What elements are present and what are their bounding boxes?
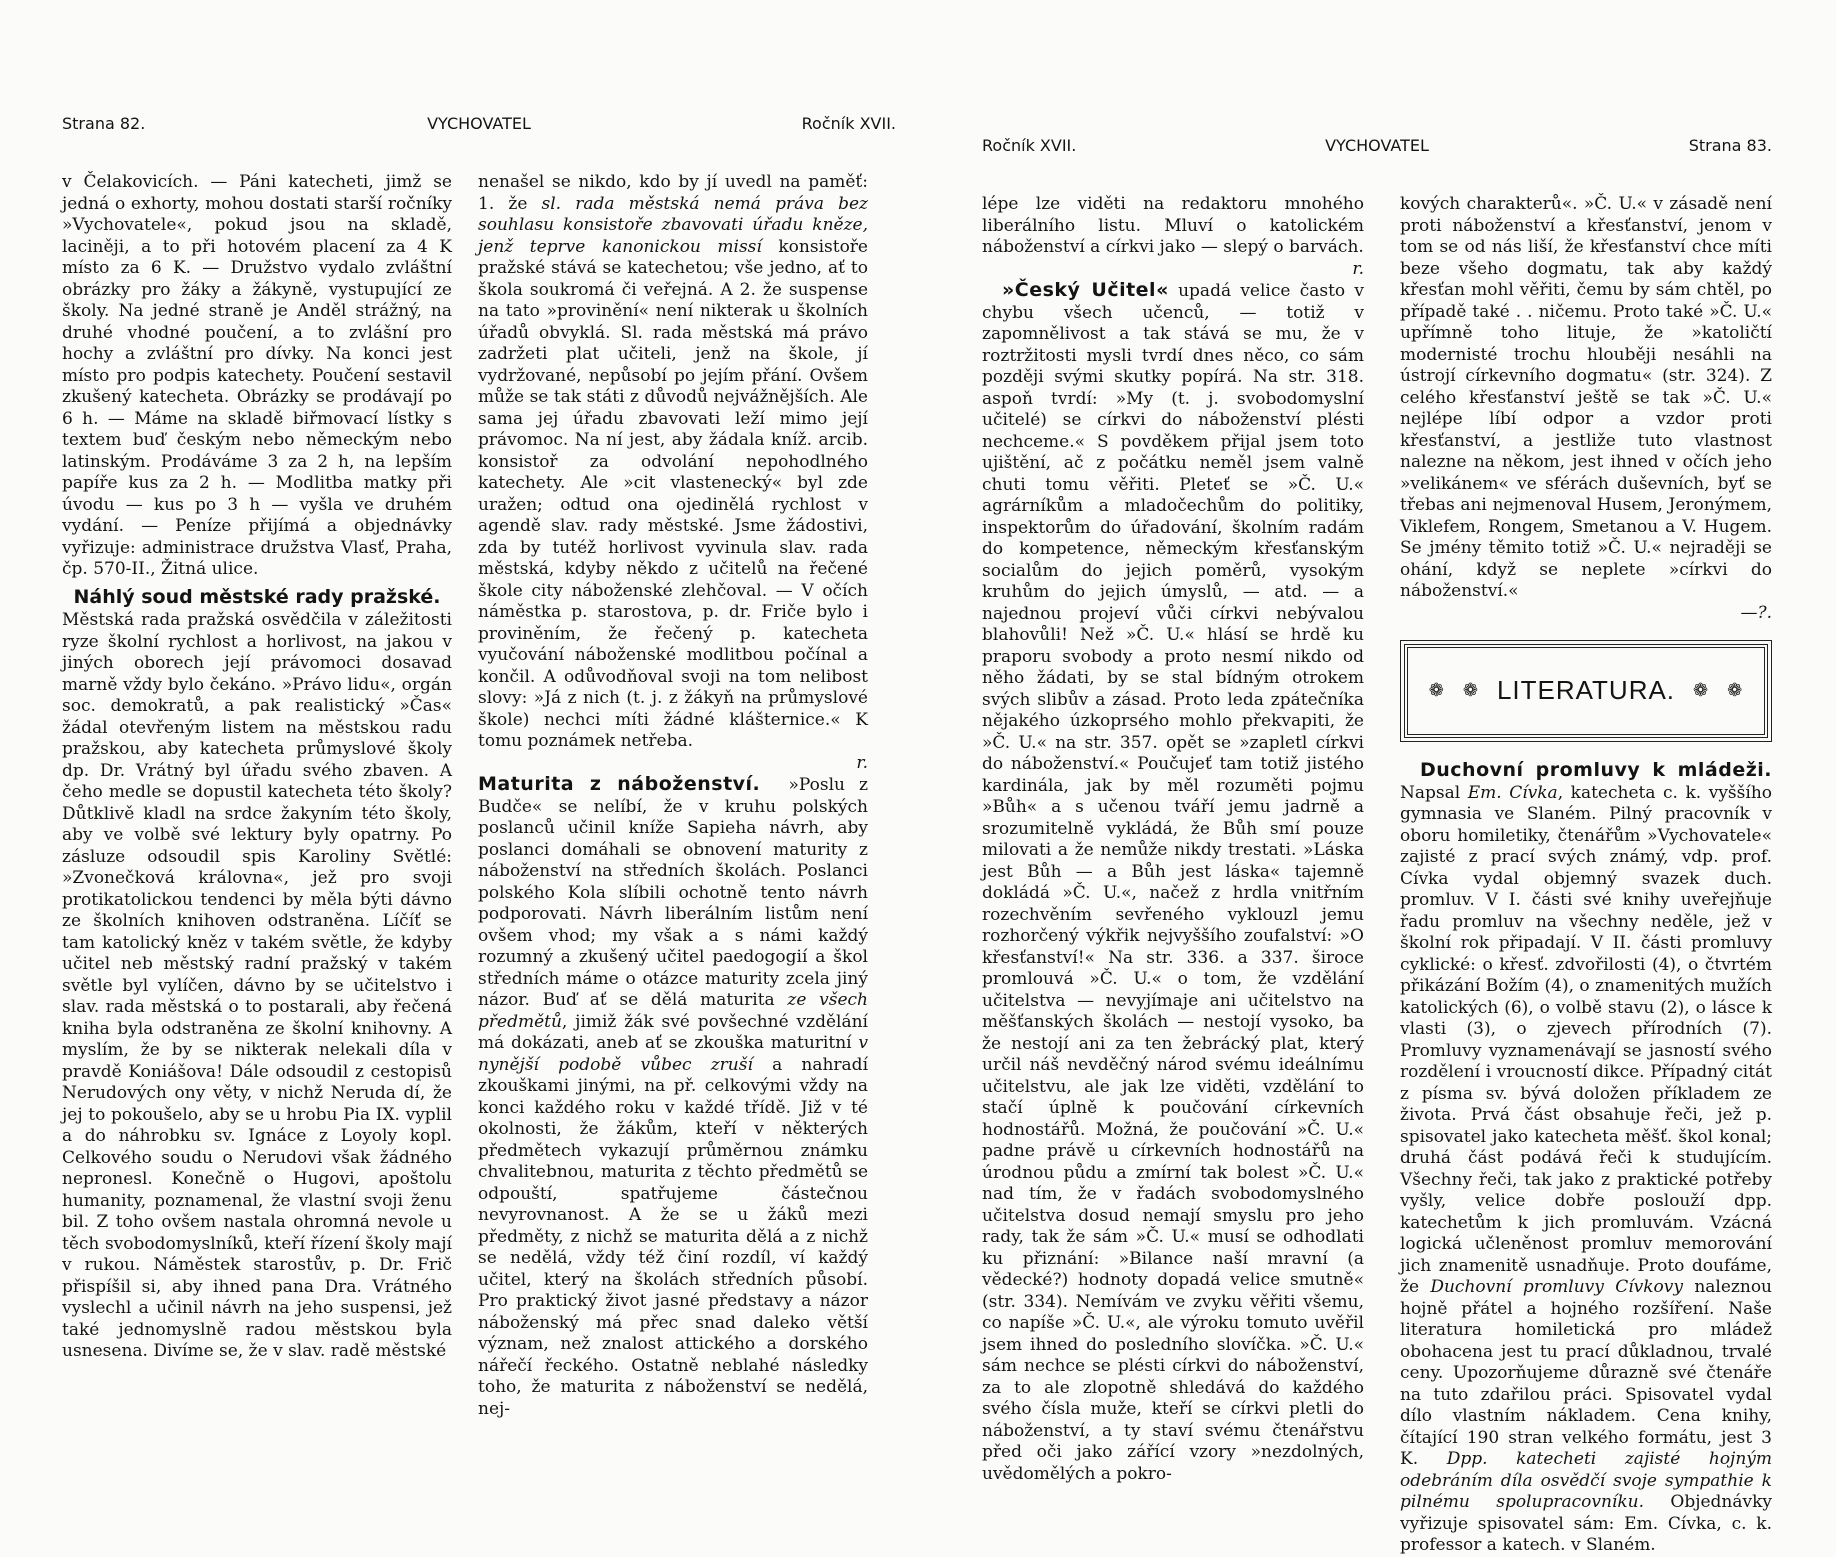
- heading-duchovni-promluvy: Duchovní promluvy k mládeži.: [1420, 759, 1772, 781]
- ornament-icon: ❁: [1462, 680, 1479, 701]
- paragraph-duchovni-promluvy: [1400, 760, 1772, 1557]
- journal-title-right: VYCHOVATEL: [1325, 136, 1429, 155]
- text-run: Napsal: [1400, 782, 1468, 803]
- signature-r: r.: [856, 752, 868, 773]
- signature-r: r.: [1352, 258, 1364, 279]
- italic-run: v nynější podobě vůbec zruší: [478, 1033, 868, 1075]
- right-page: [960, 0, 1836, 1555]
- volume-right: Ročník XVII.: [982, 136, 1077, 155]
- paragraph-cesky-ucitel: [982, 280, 1364, 1485]
- text-run: konsistoře pražské stává se katechetou; vše jedno, ať to škola soukromá či veřejná. A 2. že suspense na tato »provinění« není nikterak u školních úřadů obvyklá. Sl. rada městská má právo zadržeti plat učiteli, jenž na škole, jí vydržované, nepůsobí po jejím přání. Ovšem může se tak státi z důvodů nejvážnějších. Ale sama jej úřadu zbavovati leží mimo její právomoc. Na ní jest, aby žádala kníž. arcib. konsistoř za odvolání nepohodlného katechety. Ale »cit vlastenecký« byl zde uražen; odtud ona ojedinělá rychlost v agendě slav. rady městské. Jsme žádostivi, zda by tutéž horlivost vyvinula slav. rada městská, kdyby někdo z učitelů na řečené škole city náboženské zlehčoval. — V očích náměstka p. starostova, p. dr. Friče bylo i proviněním, že řečený p. katecheta vyučování náboženské modlitbou počínal a končil. A odůvodňoval svoji na tom nelibost slovy: »Já z nich (t. j. z žákyň na průmyslové škole) nechci míti žádné klášternice.« K tomu poznámek netřeba.: [478, 236, 868, 751]
- page-number-right: Strana 83.: [1688, 136, 1772, 155]
- paragraph-celakovice: v Čelakovicích. — Páni katecheti, jimž se jedná o exhorty, mohou dostati starší ročníky »Vychovatele«, pokud jsou na skladě, laciněji, a to při hotovém placení za 4 K místo za 6 K. — Družstvo vydalo zvláštní obrázky pro žáky a žákyně, vystupující ze školy. Na jedné straně je Anděl strážný, na druhé vhodné poučení, a to zvlášní pro hochy a zvláštní pro dívky. Na konci jest místo pro podpis katechety. Poučení sestavil zkušený katecheta. Obrázky se prodávají po 6 h. — Máme na skladě biřmovací lístky s textem buď českým nebo německým nebo latinským. Prodáváme 3 za 2 h, na lepším papíře kus za 2 h. — Modlitba matky při úvodu — kus po 3 h — vyšla ve druhém vydání. — Peníze přijímá a objednávky vyřizuje: administrace družstva Vlasť, Praha, čp. 570-II., Žitná ulice.: [62, 172, 452, 579]
- italic-run: sl. rada městská nemá práva bez souhlasu konsistoře zbavovati úřadu kněze, jenž teprve kanonickou missí: [478, 193, 868, 257]
- text-run: , jimiž žák své povšechné vzdělání má dokázati, aneb ať se zkouška maturitní: [478, 1011, 868, 1053]
- heading-cesky-ucitel: »Český Učitel«: [1002, 279, 1169, 301]
- left-running-head: [62, 114, 896, 140]
- right-running-head: [982, 136, 1772, 162]
- text-run: naleznou hojně přátel a hojného rozšíření. Naše literatura homiletická pro mládež obohacena jest tu prací důkladnou, trvalé ceny. Upozorňujeme důrazně své čtenáře na tuto zdařilou práci. Spisovatel vydal dílo vlastním nákladem. Cena knihy, čítající 190 stran velkého formátu, jest 3 K.: [1400, 1277, 1773, 1469]
- volume-left: Ročník XVII.: [801, 114, 896, 133]
- literatura-box: [1404, 644, 1768, 738]
- paragraph-maturita: [478, 774, 868, 1420]
- column-2: [478, 172, 868, 1462]
- paragraph-nahly-soud: Městská rada pražská osvědčila v záležitosti ryze školní rychlost a horlivost, na jakou v jiných oborech její právomoci dosavad marně vždy bylo čekáno. »Právo lidu«, orgán soc. demokratů, a pak realistický »Čas« žádal otevřeným listem na městskou radu pražskou, aby katecheta průmyslové školy dp. Dr. Vrátný byl úřadu svého zbaven. A čeho medle se dopustil katecheta této školy? Důtklivě kladl na srdce žakyním této školy, aby ve volbě své lektury byly opatrny. Po zásluze odsoudil spis Karoliny Světlé: »Zvonečková královna«, jež pro svoji protikatolickou tendenci by měla býti dávno ze školních knihoven odstraněna. Líčíť se tam katolický kněz v takém světle, že kdyby učitel neb městský radní pražský v takém světle byl vylíčen, dávno by se učitelstvo i slav. rada městská o to postarali, aby řečená kniha byla odstraněna ze školní knihovny. A myslím, že by se nikterak nelekali díla v pravdě Koniášova! Dále odsoudil z cestopisů Nerudových ony věty, v nichž Neruda dí, že jej to pokoušelo, aby se u hrobu Pia IX. vyplil a do náhrobku sv. Ignáce z Loyoly kopl. Celkového soudu o Nerudovi však žádného nepronesl. Konečně o Hugovi, apoštolu humanity, poznamenal, že vlastní svoji ženu bil. Z toho ovšem nastala ohromná nevole u těch svobodomyslníků, kteří řízení školy mají v rukou. Náměstek starostův, p. Dr. Frič přispíšil si, aby ihned pana Dra. Vrátného vyslechl a učinil návrh na jeho suspensi, jež také jednomyslně radou městskou byla usnesena. Divíme se, že v slav. radě městské: [62, 610, 452, 1361]
- text-run: nenašel se nikdo, kdo by jí uvedl na paměť: 1. že: [478, 172, 868, 214]
- signature-question: —?.: [1740, 602, 1772, 623]
- section-title-literatura: LITERATURA.: [1496, 675, 1676, 706]
- text-run: »Poslu z Budče« se nelíbí, že v kruhu polských poslanců učinil kníže Sapieha návrh, aby poslanci domáhali se obnovení maturity z náboženství na středních školách. Poslanci polského Kola slíbili ochotně tento návrh podporovati. Návrh liberálním listům není ovšem vhod; my však a s námi každý rozumný a zkušený učitel paedogogií a škol středních máme o otázce maturity zcela jiný názor. Buď ať se dělá maturita: [478, 775, 868, 1010]
- ornament-icon: ❁: [1693, 680, 1710, 701]
- italic-run: Dpp. katecheti zajisté hojným odebráním díla osvědčí svoje sympathie k pilnému spolupracovníku.: [1400, 1449, 1772, 1512]
- italic-run: ze všech předmětů: [478, 990, 868, 1032]
- text-run: , katecheta c. k. vyššího gymnasia ve Slaném. Pilný pracovník v oboru homiletiky, čtenářům »Vychovatele« zajisté z prací svých známý, vdp. prof. Cívka vydal objemný svazek duch. promluv. V I. části své knihy uveřejňuje řadu promluv na všechny neděle, jež v školní rok připadají. V II. části promluvy cyklické: o křesť. zdvořilosti (4), o čtvrtém přikázání Božím (4), o znamenitých mužích katolických (6), o volbě stavu (2), o lásce k vlasti (3), o zjevech přírodních (7). Promluvy vyznamenávají se jasností svého rozdělení i vroucností dikce. Případný citát z písma sv. bývá doložen příkladem ze života. Prvá část obsahuje řeči, jež p. spisovatel jako katecheta měšť. škol konal; druhá část podává řeči k studujícím. Všechny řeči, tak jako z praktické potřeby vyšly, velice dobře poslouží dpp. katechetům k jich promluvám. Vzácná logická učleněnost promluv memorování jich znamenitě usnadňuje. Proto doufáme, že: [1400, 782, 1772, 1297]
- left-page: [0, 0, 918, 1500]
- ornament-icon: ❁: [1727, 680, 1744, 701]
- column-4: [1400, 194, 1773, 1555]
- italic-run: Duchovní promluvy Cívkovy: [1430, 1277, 1684, 1297]
- page-number-left: Strana 82.: [62, 114, 146, 133]
- journal-title-left: VYCHOVATEL: [427, 114, 531, 133]
- italic-run: Em. Cívka: [1467, 782, 1558, 803]
- ornament-icon: ❁: [1428, 680, 1445, 701]
- paragraph-konsistor: [478, 172, 868, 753]
- column-3: [982, 194, 1364, 1484]
- column-1: [62, 172, 452, 1462]
- heading-maturita: Maturita z náboženství.: [478, 773, 761, 795]
- text-run: a nahradí zkouškami jinými, na př. celkovými vždy na konci každého roku v každé třídě. Již v té okolnosti, že žákům, kteří v některých předmětech vykazují průměrnou známku chvalitebnou, maturita z těchto předmětů se odpouští, spatřujeme částečnou nevyrovnanost. A že se u žáků mezi předměty, z nichž se maturita dělá a z nichž se nedělá, vždy též činí rozdíl, ví každý učitel, který na školách středních působí. Pro praktický život jasné představy a názor náboženský má přec snad daleko větší význam, než znalost attického a dorského nářečí řeckého. Ostatně neblahé následky toho, že maturita z náboženství se nedělá, nej-: [478, 1054, 869, 1419]
- paragraph-liberalni-list: lépe lze viděti na redaktoru mnohého liberálního listu. Mluví o katolickém náboženství a církvi jako — slepý o barvách.: [982, 194, 1364, 257]
- heading-nahly-soud: Náhlý soud městské rady pražské.: [73, 585, 441, 608]
- text-run: upadá velice často v chybu všech učenců, — totiž v zapomnělivost a tak stává se mu, že v roztržitosti mysli tvrdí dnes něco, co sám později svými skutky popírá. Na str. 318. aspoň tvrdí: »My (t. j. svobodomyslní učitelé) se církvi do náboženství plésti nechceme.« S povděkem přijal jsem toto ujištění, ač z počátku neměl jsem valně chuti tomu věřiti. Pleteť se »Č. U.« agrárníkům a mladočechům do politiky, inspektorům do úřadování, školním radám do kompetence, německým křesťanským socialům do jejich poměrů, vysokým kruhům do jejich úmyslů, — atd. — a najednou projeví vůči církvi nebývalou blahovůli! Než »Č. U.« hlásí se hrdě ku praporu svobody a proto nesmí nikdo od něho žádati, by se stal bídným otrokem svých slibův a zásad. Proto leda zpátečníka nějakého úzkoprsého mohlo překvapiti, že »Č. U.« na str. 357. opět se »zapletl církvi do náboženství.« Poučujeť tam totiž jistého kardinála, jak by měl rozuměti pojmu »Bůh« a s učenou tváří jemu jadrně a srozumitelně vykládá, že Bůh smí pouze milovati a že nemůže nikdy trestati. »Láska jest Bůh — a Bůh jest láska« tajemně dokládá »Č. U.«, načež z hrdla vnitřním rozechvěním sevřeného vyklouzl jemu rozhorčený výkřik nejvyššího zoufalství: »O křesťanství!« Na str. 336. a 337. široce promlouvá »Č. U.« o tom, že vzdělání učitelstva — nevyjímaje ani učitelstvo na měšťanských školách — nestojí vysoko, ba že nestojí ani za ten žebrácký plat, který určil náš nevděčný národ svému ideálnímu učitelstvu, ale jak lze viděti, vzdělání to stačí úplně k poučování církevních hodnostářů. Možná, že poučování »Č. U.« padne právě u církevních hodnostářů na úrodnou půdu a zmírní tak bolest »Č. U.« nad tím, že v řadách svobodomyslného učitelstva dosud nemají smyslu pro jeho rady, tak že sám »Č. U.« musí se odhodlati ku přiznání: »Bilance naší mravní (a vědecké?) hodnoty dopadá velice smutně« (str. 334). Nemívám ve zvyku věřiti všemu, co napíše »Č. U.«, ale výroku tomuto uvěřil jsem ihned do posledního slovíčka. »Č. U.« sám nechce se plésti církvi do náboženství, za to ale zlopotně shledává do každého svého čísla muže, kteří se církvi pletli do náboženství, a ty staví svému čtenářstvu před oči jako zářící vzory »nezdolných, uvědomělých a pokro-: [982, 281, 1364, 1484]
- text-run: Objednávky vyřizuje spisovatel sám: Em. Cívka, c. k. professor a katech. v Slaném.: [1400, 1492, 1773, 1555]
- paragraph-charakteru: kových charakterů«. »Č. U.« v zásadě není proti náboženství a křesťanství, jenom v tom se od nás liší, že křesťanství chce míti beze všeho dogmatu, tak aby každý křesťan mohl věřiti, čemu by sám chtěl, po případě také . . ničemu. Proto také »Č. U.« upřímně toho lituje, že »katoličtí modernisté trochu hlouběji nesáhli na ústrojí církevního dogmatu« (str. 324). Z celého křesťanství ještě se tak »Č. U.« nejlépe líbí odpor a vzdor proti křesťanství, a jestliže tuto vlastnost nalezne na někom, jest ihned v očích jeho »velikánem« ve sférách duševních, byť se třebas ani nejmenoval Husem, Jeronýmem, Viklefem, Rongem, Smetanou a V. Hugem. Se jmény těmito totiž »Č. U.« nejraději se ohání, když se neplete »církvi do náboženství.«: [1400, 194, 1772, 601]
